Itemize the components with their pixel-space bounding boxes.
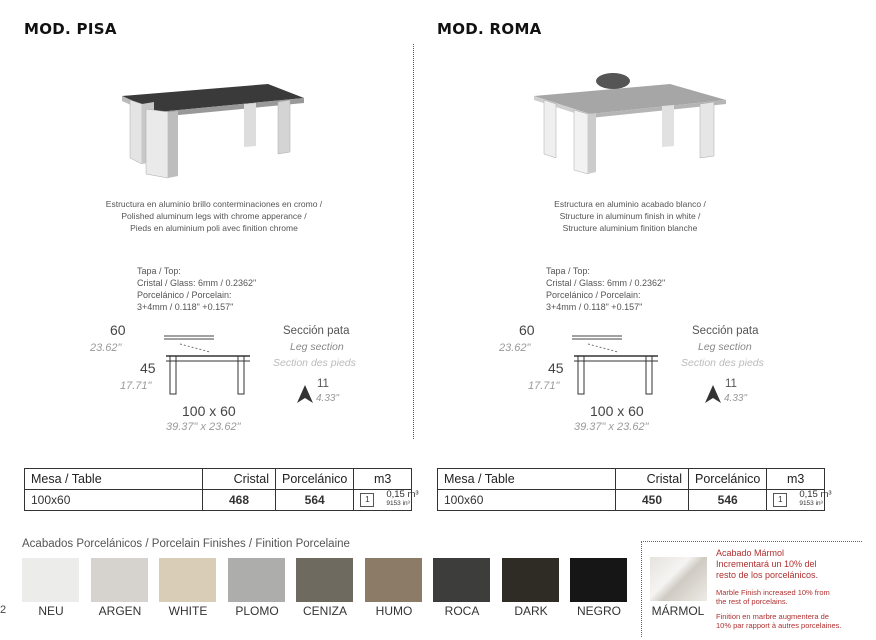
finish-label-plomo: PLOMO: [235, 604, 279, 618]
pisa-top-porcelain: Porcelánico / Porcelain:: [137, 290, 232, 300]
pisa-section-fr: Section des pieds: [273, 357, 356, 369]
swatch-dark: [502, 558, 559, 602]
pisa-header-porcelanico: Porcelánico: [276, 469, 354, 490]
marble-text-es-2: Incrementará un 10% del: [716, 559, 817, 569]
finish-label-neu: NEU: [38, 604, 64, 618]
roma-desc-en: Structure in aluminum finish in white /: [559, 211, 701, 221]
roma-dim-height: 45: [548, 360, 564, 376]
pisa-price-table: [24, 468, 419, 511]
pisa-header-m3: m3: [354, 469, 412, 490]
roma-title: MOD. ROMA: [437, 20, 542, 38]
roma-row-volume: [767, 489, 832, 511]
pisa-table-image: [118, 80, 308, 180]
roma-top-porcelain: Porcelánico / Porcelain:: [546, 290, 641, 300]
marble-text-fr-1: Finition en marbre augmentera de: [716, 612, 829, 621]
finish-label-dark: DARK: [514, 604, 548, 618]
roma-top-porcelain-thickness: 3+4mm / 0.118" +0.157": [546, 302, 643, 312]
roma-header-porcelanico: Porcelánico: [689, 469, 767, 490]
roma-dim-size-in: 39.37" x 23.62": [574, 421, 649, 433]
swatch-argen: [91, 558, 148, 602]
box-icon: 1: [773, 493, 787, 507]
pisa-top-porcelain-thickness: 3+4mm / 0.118" +0.157": [137, 302, 234, 312]
roma-row-m3: 0,15 m³: [799, 489, 832, 500]
finish-label-marmol: MÁRMOL: [651, 604, 705, 618]
pisa-desc-en: Polished aluminum legs with chrome apperance /: [121, 211, 307, 221]
divider-vertical: [413, 44, 414, 439]
pisa-title: MOD. PISA: [24, 20, 117, 38]
pisa-dim-size-in: 39.37" x 23.62": [166, 421, 241, 433]
pisa-row-ft3: 9153 in³: [386, 500, 410, 507]
marble-text-es-1: Acabado Mármol: [716, 548, 785, 558]
pisa-dim-height-in: 17.71": [120, 380, 152, 392]
swatch-white: [159, 558, 216, 602]
roma-top-label: Tapa / Top:: [546, 266, 590, 276]
pisa-row-volume: [354, 489, 419, 511]
swatch-roca: [433, 558, 490, 602]
finish-label-white: WHITE: [168, 604, 208, 618]
pisa-dim-depth-in: 23.62": [90, 342, 122, 354]
finish-label-negro: NEGRO: [576, 604, 621, 618]
finish-label-argen: ARGEN: [98, 604, 142, 618]
roma-dimension-drawing: [570, 330, 666, 400]
pisa-leg-value: 11: [317, 378, 329, 390]
roma-section-es: Sección pata: [692, 325, 759, 337]
finish-label-roca: ROCA: [444, 604, 480, 618]
pisa-desc-es: Estructura en aluminio brillo conterminaciones en cromo /: [105, 199, 323, 209]
roma-dim-depth: 60: [519, 322, 535, 338]
roma-desc-es: Estructura en aluminio acabado blanco /: [554, 199, 706, 209]
pisa-leg-value-in: 4.33": [316, 393, 340, 404]
roma-section-en: Leg section: [698, 341, 752, 353]
swatch-plomo: [228, 558, 285, 602]
pisa-row-m3: 0,15 m³: [386, 489, 419, 500]
roma-price-table: [437, 468, 832, 511]
marble-text-en-2: the rest of porcelains.: [716, 597, 788, 606]
roma-row-ft3: 9153 in³: [799, 500, 823, 507]
swatch-negro: [570, 558, 627, 602]
pisa-dimension-drawing: [162, 330, 258, 400]
roma-header-m3: m3: [767, 469, 825, 490]
roma-table-image: [530, 70, 730, 182]
roma-dim-size: 100 x 60: [590, 403, 644, 419]
roma-desc-fr: Structure aluminium finition blanche: [562, 223, 698, 233]
roma-dim-height-in: 17.71": [528, 380, 560, 392]
pisa-row-cristal: 468: [203, 490, 276, 511]
marble-text-en-1: Marble Finish increased 10% from: [716, 588, 830, 597]
pisa-top-glass: Cristal / Glass: 6mm / 0.2362": [137, 278, 257, 288]
pisa-dim-depth: 60: [110, 322, 126, 338]
box-icon: 1: [360, 493, 374, 507]
pisa-header-table: Mesa / Table: [25, 469, 203, 490]
roma-header-cristal: Cristal: [616, 469, 689, 490]
swatch-marmol: [650, 557, 707, 601]
pisa-row-size: 100x60: [25, 490, 203, 511]
swatch-humo: [365, 558, 422, 602]
roma-leg-section-icon: [704, 384, 722, 404]
pisa-desc-fr: Pieds en aluminium poli avec finition chrome: [130, 223, 298, 233]
finish-label-ceniza: CENIZA: [302, 604, 347, 618]
roma-top-glass: Cristal / Glass: 6mm / 0.2362": [546, 278, 666, 288]
marble-text-fr-2: 10% par rapport à autres porcelaines.: [716, 621, 842, 630]
pisa-row-porcelanico: 564: [276, 490, 354, 511]
pisa-header-cristal: Cristal: [203, 469, 276, 490]
roma-dim-depth-in: 23.62": [499, 342, 531, 354]
pisa-section-en: Leg section: [290, 341, 344, 353]
roma-leg-value: 11: [725, 378, 737, 390]
pisa-section-es: Sección pata: [283, 325, 350, 337]
marble-text-es-3: resto de los porcelánicos.: [716, 570, 819, 580]
pisa-top-label: Tapa / Top:: [137, 266, 181, 276]
page-number: 2: [0, 604, 7, 616]
pisa-dim-size: 100 x 60: [182, 403, 236, 419]
finishes-heading: Acabados Porcelánicos / Porcelain Finishes / Finition Porcelaine: [22, 538, 350, 550]
finish-label-humo: HUMO: [375, 604, 413, 618]
roma-row-porcelanico: 546: [689, 490, 767, 511]
roma-section-fr: Section des pieds: [681, 357, 764, 369]
roma-leg-value-in: 4.33": [724, 393, 748, 404]
roma-header-table: Mesa / Table: [438, 469, 616, 490]
roma-row-cristal: 450: [616, 490, 689, 511]
swatch-neu: [22, 558, 79, 602]
pisa-leg-section-icon: [296, 384, 314, 404]
swatch-ceniza: [296, 558, 353, 602]
roma-row-size: 100x60: [438, 490, 616, 511]
pisa-dim-height: 45: [140, 360, 156, 376]
